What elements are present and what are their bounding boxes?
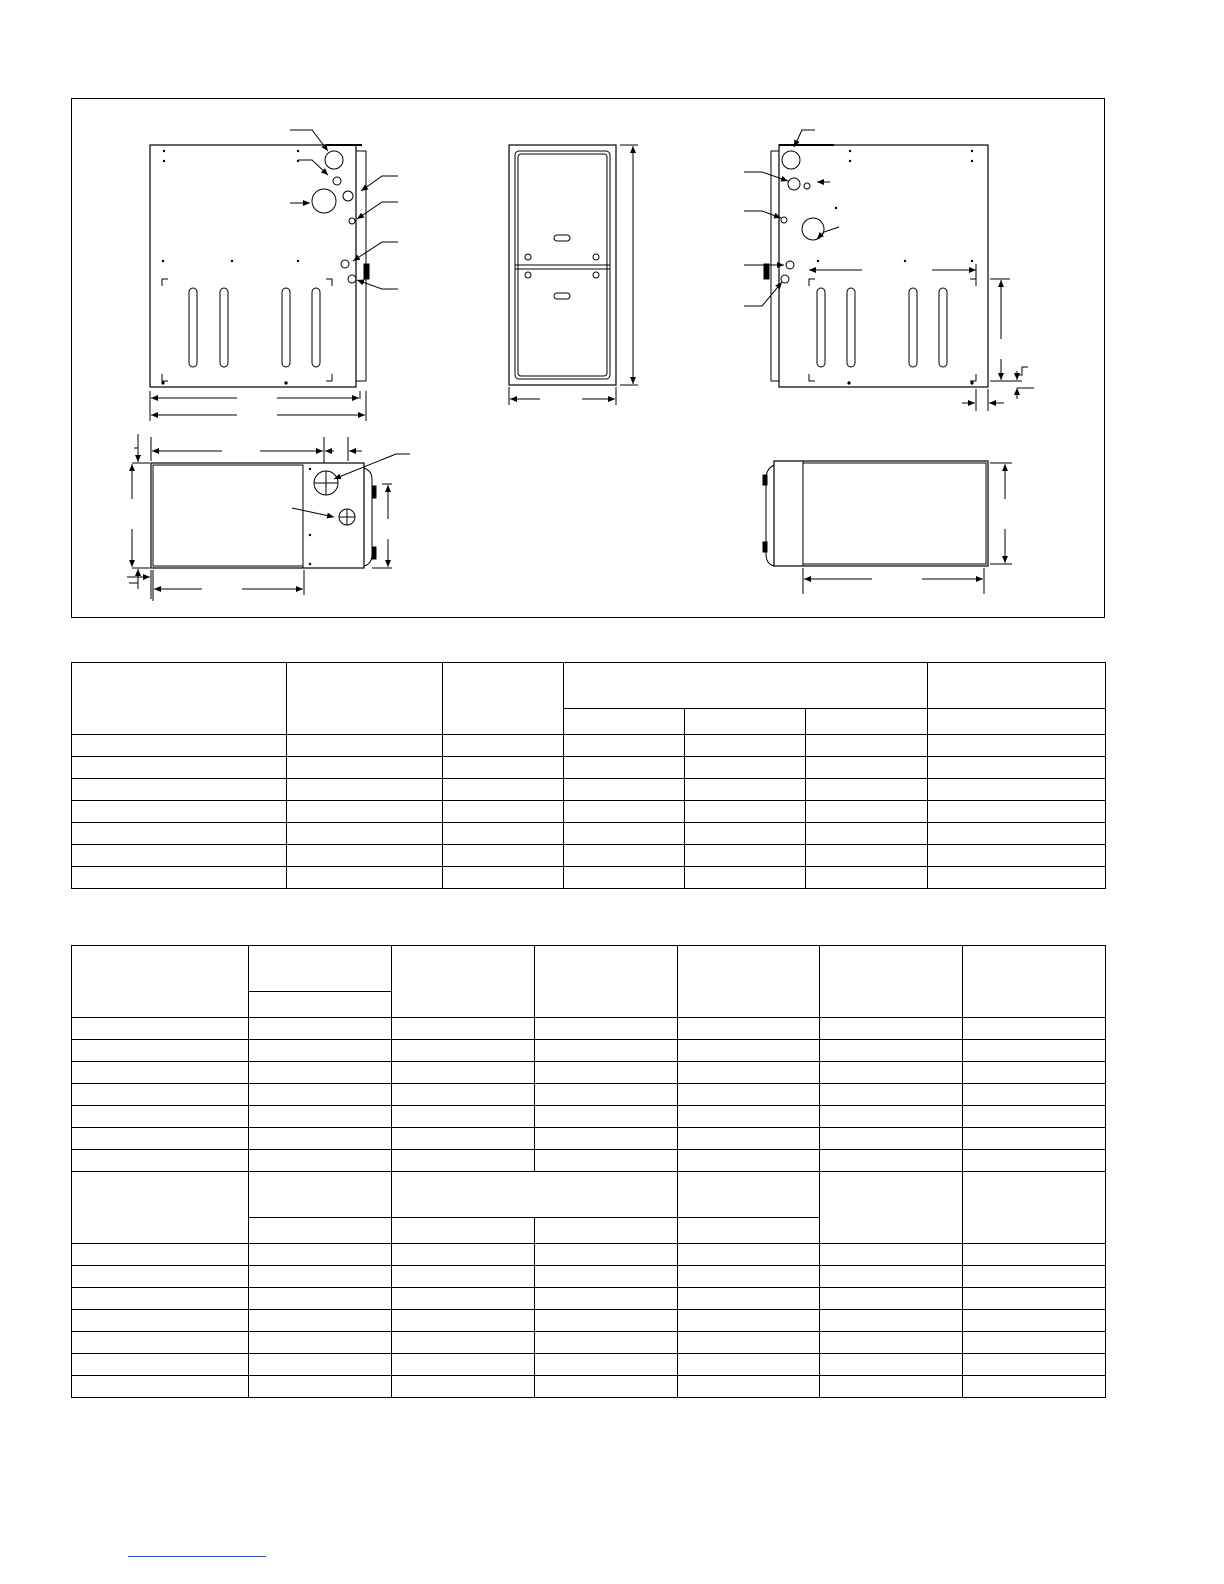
table-header-cell bbox=[678, 1172, 820, 1218]
table-row bbox=[72, 1332, 1106, 1354]
table-row bbox=[72, 1266, 1106, 1288]
table-header-cell bbox=[72, 1172, 249, 1244]
table-header-cell bbox=[392, 1172, 678, 1218]
table-header-cell bbox=[392, 946, 535, 1018]
table-row bbox=[72, 1018, 1106, 1040]
table-header-cell bbox=[963, 1172, 1106, 1244]
table-header-cell bbox=[928, 709, 1106, 735]
table-header-cell bbox=[806, 709, 928, 735]
table-row bbox=[72, 1244, 1106, 1266]
dimension-drawing-frame bbox=[71, 98, 1105, 618]
dimension-drawing bbox=[72, 99, 1106, 619]
side-left-view bbox=[150, 130, 398, 421]
table-header-cell bbox=[287, 663, 443, 735]
table-header-cell bbox=[678, 946, 820, 1018]
table-row bbox=[72, 1310, 1106, 1332]
table-row bbox=[72, 1354, 1106, 1376]
table-header-cell bbox=[678, 1218, 820, 1244]
table-row bbox=[72, 1040, 1106, 1062]
table-header-cell bbox=[535, 946, 678, 1018]
table-header-cell bbox=[249, 992, 392, 1018]
table-row bbox=[72, 1288, 1106, 1310]
table-header-cell bbox=[820, 946, 963, 1018]
table-header-cell bbox=[249, 1172, 392, 1218]
table-row bbox=[72, 845, 1106, 867]
table-row bbox=[72, 1376, 1106, 1398]
table-header-cell bbox=[443, 663, 564, 735]
table-row bbox=[72, 757, 1106, 779]
table-header-cell bbox=[249, 1218, 392, 1244]
table-header-cell bbox=[72, 946, 249, 1018]
table-header-cell bbox=[820, 1172, 963, 1244]
table-row bbox=[72, 823, 1106, 845]
table-row bbox=[72, 1084, 1106, 1106]
specifications-table bbox=[71, 945, 1106, 1398]
footer-link-underline[interactable] bbox=[128, 1556, 266, 1557]
table-header-cell bbox=[564, 663, 928, 709]
table-row bbox=[72, 1062, 1106, 1084]
table-header-cell bbox=[928, 663, 1106, 709]
table-header-cell bbox=[72, 663, 287, 735]
table-header-cell bbox=[564, 709, 685, 735]
dimensions-table bbox=[71, 662, 1106, 889]
table-header-cell bbox=[249, 946, 392, 992]
table-row bbox=[72, 867, 1106, 889]
table-row bbox=[72, 1128, 1106, 1150]
bottom-view bbox=[763, 461, 1012, 594]
table-row bbox=[72, 1106, 1106, 1128]
table-header-cell bbox=[963, 946, 1106, 1018]
table-row bbox=[72, 779, 1106, 801]
table-row bbox=[72, 1150, 1106, 1172]
top-view bbox=[127, 434, 410, 601]
table-header-cell bbox=[535, 1218, 678, 1244]
front-view bbox=[509, 145, 638, 405]
table-row bbox=[72, 735, 1106, 757]
table-header-cell bbox=[685, 709, 806, 735]
table-header-cell bbox=[392, 1218, 535, 1244]
table-row bbox=[72, 801, 1106, 823]
side-right-view bbox=[744, 130, 1034, 411]
